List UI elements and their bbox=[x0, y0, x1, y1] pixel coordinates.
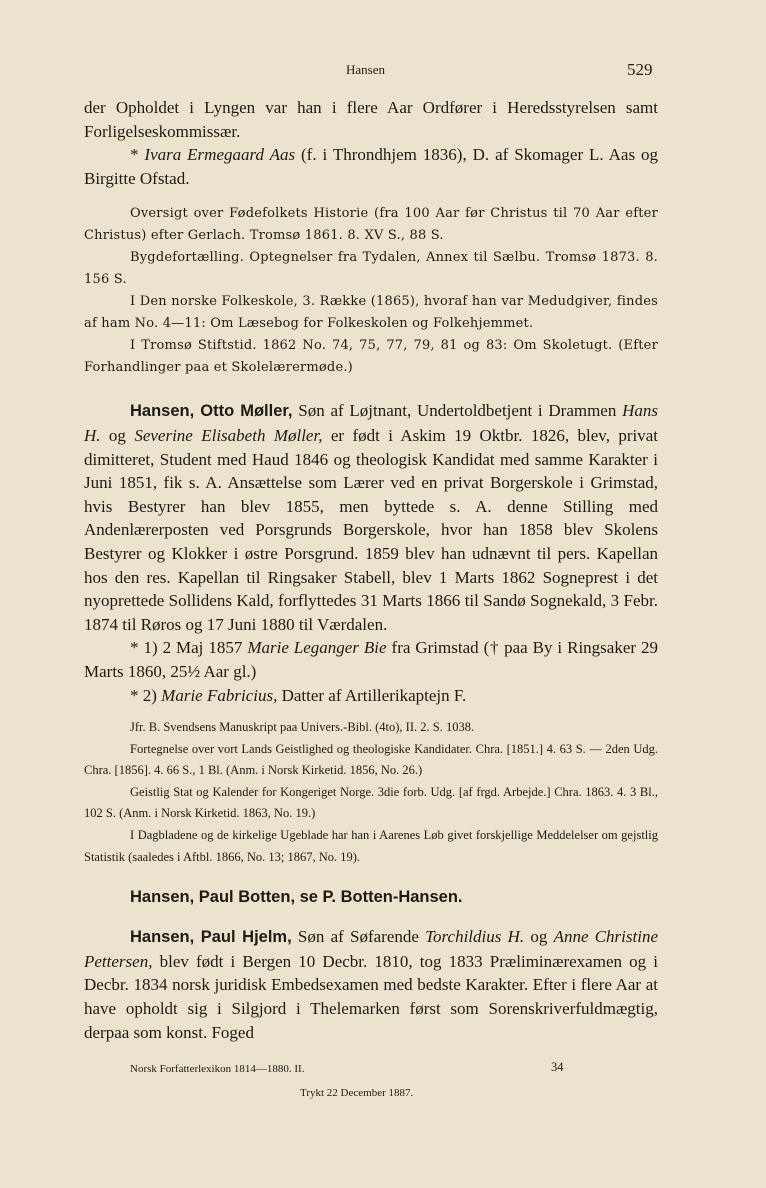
source-item: Geistlig Stat og Kalender for Kongeriget Norge. 3die forb. Udg. [af frgd. Arbejde.] Chra. 1863. 4. 3 Bl., 102 S. (Anm. i Norsk Kirketid. 1863, No. 19.) bbox=[84, 784, 658, 821]
entry-heading: Hansen, Paul Hjelm, bbox=[130, 928, 292, 947]
spouse-name: Ivara Ermegaard Aas bbox=[144, 145, 296, 165]
footer-signature: Norsk Forfatterlexikon 1814—1880. II. bbox=[130, 1063, 305, 1075]
marriage-line: * Ivara Ermegaard Aas (f. i Throndhjem 1836), D. af Skomager L. Aas og Birgitte Ofstad. bbox=[84, 145, 659, 188]
entry-heading: Hansen, Otto Møller, bbox=[130, 402, 293, 421]
father-name: Hans H. bbox=[84, 401, 658, 445]
print-date: Trykt 22 December 1887. bbox=[300, 1087, 414, 1099]
entry-otto-moller bbox=[84, 399, 658, 868]
work-item: I Den norske Folkeskole, 3. Række (1865), hvoraf han var Medudgiver, findes af ham No. 4—11: Om Læsebog for Folkeskolen og Folkehjemmet. bbox=[84, 294, 658, 332]
spouse-name: Marie Fabricius, bbox=[161, 685, 278, 705]
source-item: I Dagbladene og de kirkelige Ugeblade har han i Aarenes Løb givet forskjellige Meddelelser om gejstlig Statistik (saaledes i Aftbl. 1866, No. 13; 1867, No. 19). bbox=[84, 828, 658, 864]
works-list bbox=[84, 203, 658, 379]
running-head: Hansen bbox=[346, 62, 385, 77]
work-item: Bygdefortælling. Optegnelser fra Tydalen, Annex til Sælbu. Tromsø 1873. 8. 156 S. bbox=[84, 250, 658, 288]
page-number: 529 bbox=[627, 60, 653, 79]
continuation-paragraph: der Opholdet i Lyngen var han i flere Aar Ordfører i Heredsstyrelsen samt Forligelseskommissær. bbox=[84, 98, 658, 141]
mother-name: Severine Elisabeth Møller, bbox=[134, 425, 323, 445]
cross-reference-heading: Hansen, Paul Botten, se P. Botten-Hansen. bbox=[130, 888, 463, 907]
source-item: Fortegnelse over vort Lands Geistlighed og theologiske Kandidater. Chra. [1851.] 4. 63 S. — 2den Udg. Chra. [1856]. 4. 66 S., 1 Bl. (Anm. i Norsk Kirketid. 1856, No. 26.) bbox=[84, 741, 658, 778]
work-item: I Tromsø Stiftstid. 1862 No. 74, 75, 77, 79, 81 og 83: Om Skoletugt. (Efter Forhandlinger paa et Skolelærermøde.) bbox=[84, 338, 658, 376]
marriage-line: * 2) Marie Fabricius, Datter af Artillerikaptejn F. bbox=[130, 685, 467, 705]
father-name: Torchildius H. bbox=[425, 927, 525, 947]
main-text bbox=[84, 96, 658, 1044]
source-item: Jfr. B. Svendsens Manuskript paa Univers.-Bibl. (4to), II. 2. S. 1038. bbox=[130, 720, 475, 735]
otto-bio: Hansen, Otto Møller, Søn af Løjtnant, Undertoldbetjent i Drammen Hans H. og Severine Elisabeth Møller, er født i Askim 19 Oktbr. 1826, blev, privat dimitteret, Student med Haud 1846 og theologisk Kandidat med samme Karakter i Juni 1851, fik s. A. Ansættelse som Lærer ved en privat Borgerskole i Grimstad, hvis Bestyrer han blev 1855, men byttede s. A. denne Stilling med Andenlærerposten ved Porsgrunds Borgerskole, hvor han 1858 blev Skolens Bestyrer og Klokker i østre Porsgrund. 1859 blev han udnævnt til pers. Kapellan hos den res. Kapellan til Ringsaker Stabell, blev 1 Marts 1862 Sogneprest i det nyoprettede Sollidens Kald, forflyttedes 31 Marts 1866 til Sandø Sognekald, 3 Febr. 1874 til Røros og 17 Juni 1880 til Værdalen. bbox=[84, 401, 658, 634]
mother-name: Anne Christine Pettersen, bbox=[84, 927, 659, 971]
work-item: Oversigt over Fødefolkets Historie (fra 100 Aar før Christus til 70 Aar efter Christus) efter Gerlach. Tromsø 1861. 8. XV S., 88 S. bbox=[84, 206, 658, 244]
marriage-line: * 1) 2 Maj 1857 Marie Leganger Bie fra Grimstad († paa By i Ringsaker 29 Marts 1860, 25½ Aar gl.) bbox=[84, 638, 658, 681]
spouse-name: Marie Leganger Bie bbox=[247, 638, 387, 658]
entry-paul-hjelm: Hansen, Paul Hjelm, Søn af Søfarende Torchildius H. og Anne Christine Pettersen, blev født i Bergen 10 Decbr. 1810, tog 1833 Præliminærexamen og i Decbr. 1834 norsk juridisk Embedsexamen med bedste Karakter. Efter i flere Aar at have opholdt sig i Silgjord i Thelemarken først som Sorenskriverfuldmægtig, derpaa som konst. Foged bbox=[84, 927, 659, 1042]
signature-mark: 34 bbox=[551, 1060, 564, 1074]
